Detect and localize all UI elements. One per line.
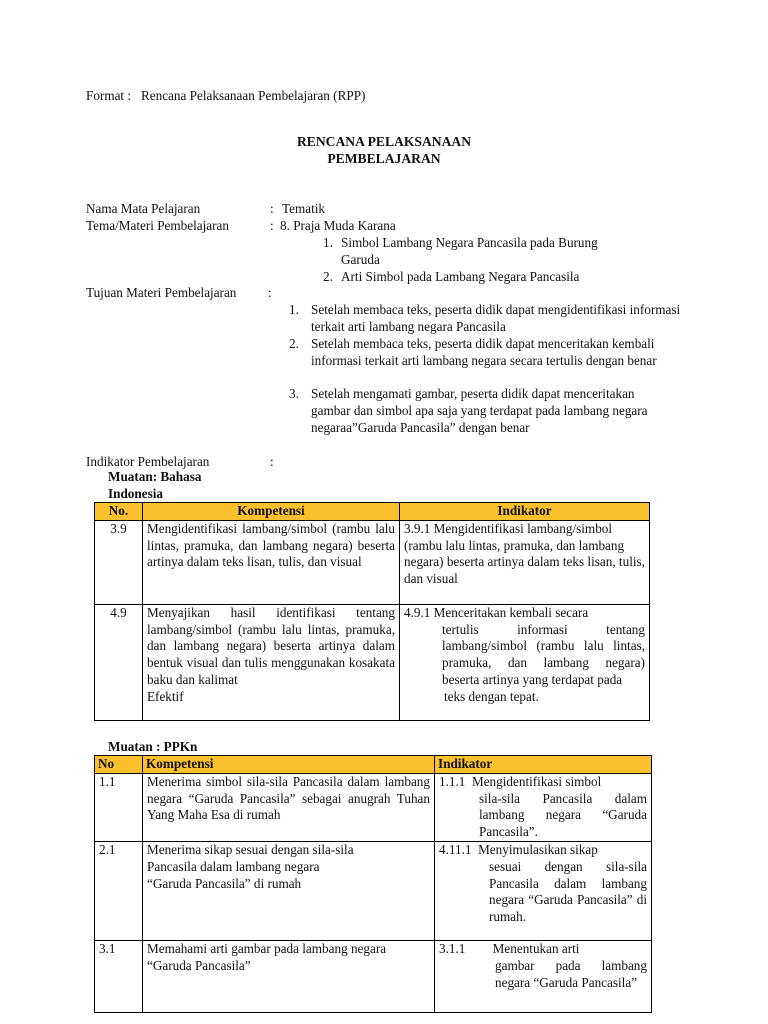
col-header-indikator: Indikator [400, 503, 650, 521]
tema-sub1-text-cont: Garuda [341, 252, 380, 267]
table-row [95, 604, 650, 720]
col-header-no: No [95, 756, 143, 774]
col-header-no: No. [95, 503, 143, 521]
indikator-code: 4.9.1 [404, 604, 431, 620]
tema-sub1-num: 1. [323, 235, 333, 250]
indikator-text: Mengidentifikasi lambang/simbol (rambu lalu lintas, pramuka, dan lambang negara) beserta artinya dalam teks lisan, tulis, dan visual [404, 520, 645, 587]
table-row [95, 841, 652, 940]
ppkn-heading: Muatan : PPKn [108, 739, 198, 754]
bi-heading-line2: Indonesia [108, 486, 163, 501]
table-header-row [95, 756, 652, 774]
indikator-code: 3.9.1 [404, 520, 431, 536]
kompetensi-text: Pancasila dalam lambang negara [147, 858, 320, 874]
tujuan-item-num: 2. [289, 336, 299, 351]
indikator-text: tertulis informasi tentang lambang/simbol (rambu lalu lintas, pramuka, dan lambang negara) beserta artinya yang terdapat pada [442, 621, 645, 687]
indikator-text-first: Menyimulasikan sikap [478, 841, 598, 857]
row-no: 2.1 [95, 841, 143, 940]
kompetensi-text: Menyajikan hasil identifikasi tentang lambang/simbol (rambu lalu lintas, pramuka, dan lambang negara) beserta artinya dalam bentuk visual dan tulis menggunakan kosakata baku dan kalimat [147, 604, 395, 687]
tema-label: Tema/Materi Pembelajaran [86, 218, 229, 233]
mapel-label: Nama Mata Pelajaran [86, 201, 201, 216]
indikator-text: gambar pada lambang negara “Garuda Pancasila” [495, 957, 647, 990]
kompetensi-text-last: Efektif [147, 688, 184, 704]
indikator-text-first: Mengidentifikasi simbol [471, 773, 602, 789]
bi-competency-table [94, 502, 650, 721]
row-no: 1.1 [95, 773, 143, 841]
kompetensi-text: “Garuda Pancasila” di rumah [147, 875, 302, 891]
tujuan-colon: : [268, 285, 272, 300]
indikator-code: 1.1.1 [439, 773, 466, 789]
tujuan-item-text: Setelah membaca teks, peserta didik dapat menceritakan kembali informasi terkait arti lambang negara secara tertulis dengan benar [311, 336, 657, 368]
mapel-colon: : [270, 201, 274, 216]
indikator-text-first: Menentukan arti [492, 940, 580, 956]
indikator-label: Indikator Pembelajaran [86, 454, 210, 469]
row-no: 3.9 [95, 520, 143, 604]
indikator-text: sila-sila Pancasila dalam lambang negara “Garuda Pancasila”. [479, 790, 647, 840]
table-header-row [95, 503, 650, 521]
mapel-value: Tematik [282, 201, 326, 216]
tujuan-item-num: 3. [289, 386, 299, 401]
tema-value: 8. Praja Muda Karana [280, 218, 396, 233]
format-value: Rencana Pelaksanaan Pembelajaran (RPP) [140, 88, 366, 103]
format-label: Format : [86, 88, 132, 103]
row-indikator [435, 940, 652, 1012]
table-row [95, 940, 652, 1012]
row-no: 3.1 [95, 940, 143, 1012]
kompetensi-text: Menerima sikap sesuai dengan sila-sila [147, 841, 354, 857]
indikator-text-last: teks dengan tepat. [444, 688, 539, 704]
indikator-text-first: Menceritakan kembali secara [433, 604, 589, 620]
row-kompetensi [143, 841, 435, 940]
table-row [95, 520, 650, 604]
document-title-line2: PEMBELAJARAN [327, 151, 441, 166]
row-indikator [435, 773, 652, 841]
ppkn-competency-table [94, 755, 652, 1013]
row-no: 4.9 [95, 604, 143, 720]
row-kompetensi [143, 604, 400, 720]
document-title-line1: RENCANA PELAKSANAAN [296, 134, 472, 149]
col-header-kompetensi: Kompetensi [143, 503, 400, 521]
indikator-text: sesuai dengan sila-sila Pancasila dalam lambang negara “Garuda Pancasila” di rumah. [489, 858, 647, 925]
tema-sub2-text: Arti Simbol pada Lambang Negara Pancasila [341, 269, 580, 284]
indikator-code: 4.11.1 [439, 841, 472, 857]
row-kompetensi: Mengidentifikasi lambang/simbol (rambu lalu lintas, pramuka, dan lambang negara) beserta artinya dalam teks lisan, tulis, dan visual [143, 520, 400, 604]
row-indikator [400, 604, 650, 720]
indikator-code: 3.1.1 [439, 940, 466, 956]
tujuan-label: Tujuan Materi Pembelajaran [86, 285, 237, 300]
row-kompetensi: Menerima simbol sila-sila Pancasila dalam lambang negara “Garuda Pancasila” sebagai anugrah Tuhan Yang Maha Esa di rumah [143, 773, 435, 841]
col-header-kompetensi: Kompetensi [143, 756, 435, 774]
row-indikator [435, 841, 652, 940]
bi-heading-line1: Muatan: Bahasa [108, 469, 202, 484]
tema-sub1-text: Simbol Lambang Negara Pancasila pada Burung [341, 235, 598, 250]
tujuan-item-num: 1. [289, 302, 299, 317]
col-header-indikator: Indikator [435, 756, 652, 774]
tema-sub2-num: 2. [323, 269, 333, 284]
row-indikator [400, 520, 650, 604]
table-row [95, 773, 652, 841]
tujuan-item-text: Setelah mengamati gambar, peserta didik dapat menceritakan gambar dan simbol apa saja yang terdapat pada lambang negara negaraa”Garuda Pancasila” dengan benar [311, 386, 648, 435]
indikator-colon: : [270, 454, 274, 469]
tema-colon: : [270, 218, 274, 233]
tujuan-item-text: Setelah membaca teks, peserta didik dapat mengidentifikasi informasi terkait arti lambang negara Pancasila [311, 302, 681, 334]
row-kompetensi: Memahami arti gambar pada lambang negara “Garuda Pancasila” [143, 940, 435, 1012]
format-line [86, 88, 365, 105]
